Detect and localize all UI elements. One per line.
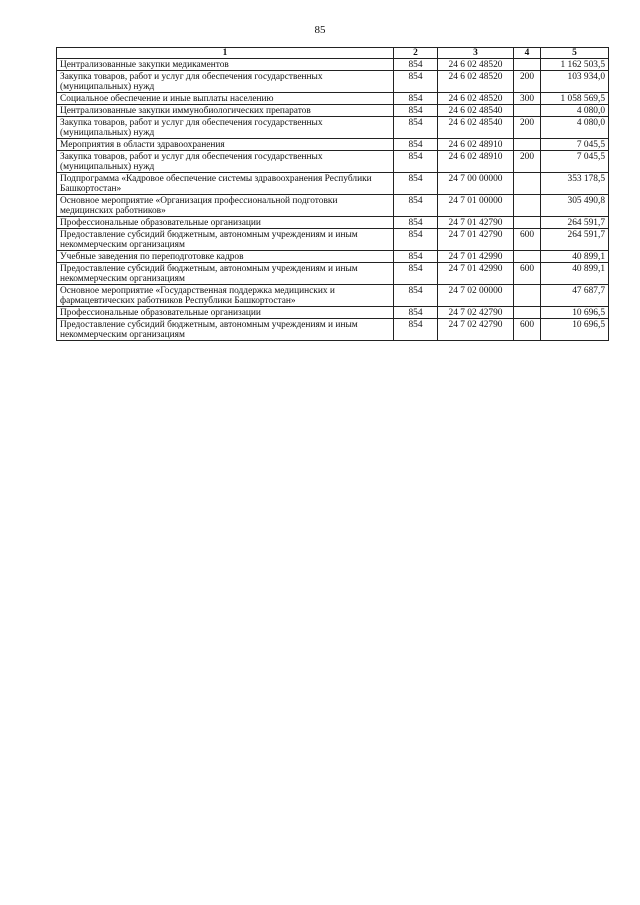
- header-col-5: 5: [541, 48, 609, 59]
- row-expense-type: [514, 139, 541, 151]
- row-ministry-code: 854: [394, 93, 438, 105]
- table-row: [57, 151, 609, 173]
- budget-table: [56, 47, 609, 341]
- row-expense-type: 600: [514, 263, 541, 285]
- row-name: Закупка товаров, работ и услуг для обеспечения государственных (муниципальных) нужд: [57, 117, 394, 139]
- row-article-code: 24 6 02 48540: [438, 117, 514, 139]
- table-row: [57, 71, 609, 93]
- table-row: [57, 229, 609, 251]
- row-name: Подпрограмма «Кадровое обеспечение системы здравоохранения Республики Башкортостан»: [57, 173, 394, 195]
- row-amount: 10 696,5: [541, 307, 609, 319]
- row-name: Закупка товаров, работ и услуг для обеспечения государственных (муниципальных) нужд: [57, 151, 394, 173]
- row-expense-type: 200: [514, 71, 541, 93]
- table-header-row: [57, 48, 609, 59]
- table-row: [57, 117, 609, 139]
- header-col-2: 2: [394, 48, 438, 59]
- row-name: Предоставление субсидий бюджетным, автономным учреждениям и иным некоммерческим организациям: [57, 263, 394, 285]
- row-expense-type: [514, 251, 541, 263]
- row-ministry-code: 854: [394, 217, 438, 229]
- table-row: [57, 93, 609, 105]
- row-amount: 7 045,5: [541, 139, 609, 151]
- header-col-4: 4: [514, 48, 541, 59]
- row-expense-type: 600: [514, 229, 541, 251]
- row-name: Мероприятия в области здравоохранения: [57, 139, 394, 151]
- row-ministry-code: 854: [394, 151, 438, 173]
- row-ministry-code: 854: [394, 307, 438, 319]
- row-article-code: 24 7 02 42790: [438, 319, 514, 341]
- row-amount: 40 899,1: [541, 263, 609, 285]
- header-col-3: 3: [438, 48, 514, 59]
- row-amount: 264 591,7: [541, 217, 609, 229]
- table-row: [57, 59, 609, 71]
- table-row: [57, 217, 609, 229]
- row-ministry-code: 854: [394, 319, 438, 341]
- row-amount: 4 080,0: [541, 117, 609, 139]
- row-amount: 40 899,1: [541, 251, 609, 263]
- row-article-code: 24 7 01 42790: [438, 217, 514, 229]
- table-row: [57, 307, 609, 319]
- row-expense-type: [514, 307, 541, 319]
- table-row: [57, 139, 609, 151]
- row-article-code: 24 6 02 48520: [438, 59, 514, 71]
- row-article-code: 24 6 02 48910: [438, 139, 514, 151]
- row-article-code: 24 7 01 42790: [438, 229, 514, 251]
- row-amount: 1 162 503,5: [541, 59, 609, 71]
- row-expense-type: 200: [514, 151, 541, 173]
- row-ministry-code: 854: [394, 71, 438, 93]
- row-name: Профессиональные образовательные организации: [57, 307, 394, 319]
- row-article-code: 24 7 01 00000: [438, 195, 514, 217]
- row-article-code: 24 7 01 42990: [438, 251, 514, 263]
- row-amount: 1 058 569,5: [541, 93, 609, 105]
- row-ministry-code: 854: [394, 195, 438, 217]
- row-ministry-code: 854: [394, 173, 438, 195]
- row-amount: 47 687,7: [541, 285, 609, 307]
- table-row: [57, 319, 609, 341]
- row-article-code: 24 7 02 42790: [438, 307, 514, 319]
- row-name: Централизованные закупки иммунобиологических препаратов: [57, 105, 394, 117]
- table-row: [57, 105, 609, 117]
- row-name: Предоставление субсидий бюджетным, автономным учреждениям и иным некоммерческим организациям: [57, 319, 394, 341]
- row-name: Профессиональные образовательные организации: [57, 217, 394, 229]
- row-expense-type: [514, 105, 541, 117]
- row-article-code: 24 7 01 42990: [438, 263, 514, 285]
- row-name: Социальное обеспечение и иные выплаты населению: [57, 93, 394, 105]
- page-number: 85: [314, 24, 326, 36]
- row-expense-type: [514, 285, 541, 307]
- row-ministry-code: 854: [394, 285, 438, 307]
- row-amount: 264 591,7: [541, 229, 609, 251]
- row-expense-type: 300: [514, 93, 541, 105]
- row-article-code: 24 7 00 00000: [438, 173, 514, 195]
- row-name: Централизованные закупки медикаментов: [57, 59, 394, 71]
- row-amount: 353 178,5: [541, 173, 609, 195]
- row-name: Основное мероприятие «Организация профессиональной подготовки медицинских работников»: [57, 195, 394, 217]
- row-ministry-code: 854: [394, 251, 438, 263]
- row-article-code: 24 7 02 00000: [438, 285, 514, 307]
- row-expense-type: 200: [514, 117, 541, 139]
- row-name: Основное мероприятие «Государственная поддержка медицинских и фармацевтических работников Республики Башкортостан»: [57, 285, 394, 307]
- row-name: Предоставление субсидий бюджетным, автономным учреждениям и иным некоммерческим организациям: [57, 229, 394, 251]
- row-amount: 103 934,0: [541, 71, 609, 93]
- table-row: [57, 195, 609, 217]
- row-expense-type: 600: [514, 319, 541, 341]
- row-expense-type: [514, 195, 541, 217]
- row-expense-type: [514, 217, 541, 229]
- row-ministry-code: 854: [394, 59, 438, 71]
- row-amount: 305 490,8: [541, 195, 609, 217]
- header-col-1: 1: [57, 48, 394, 59]
- row-article-code: 24 6 02 48910: [438, 151, 514, 173]
- row-expense-type: [514, 173, 541, 195]
- row-expense-type: [514, 59, 541, 71]
- row-article-code: 24 6 02 48520: [438, 71, 514, 93]
- row-article-code: 24 6 02 48520: [438, 93, 514, 105]
- row-ministry-code: 854: [394, 229, 438, 251]
- row-name: Учебные заведения по переподготовке кадров: [57, 251, 394, 263]
- row-ministry-code: 854: [394, 105, 438, 117]
- row-amount: 10 696,5: [541, 319, 609, 341]
- table-row: [57, 173, 609, 195]
- row-amount: 7 045,5: [541, 151, 609, 173]
- table-row: [57, 251, 609, 263]
- row-ministry-code: 854: [394, 139, 438, 151]
- row-ministry-code: 854: [394, 117, 438, 139]
- row-ministry-code: 854: [394, 263, 438, 285]
- row-article-code: 24 6 02 48540: [438, 105, 514, 117]
- row-name: Закупка товаров, работ и услуг для обеспечения государственных (муниципальных) нужд: [57, 71, 394, 93]
- table-row: [57, 263, 609, 285]
- table-row: [57, 285, 609, 307]
- row-amount: 4 080,0: [541, 105, 609, 117]
